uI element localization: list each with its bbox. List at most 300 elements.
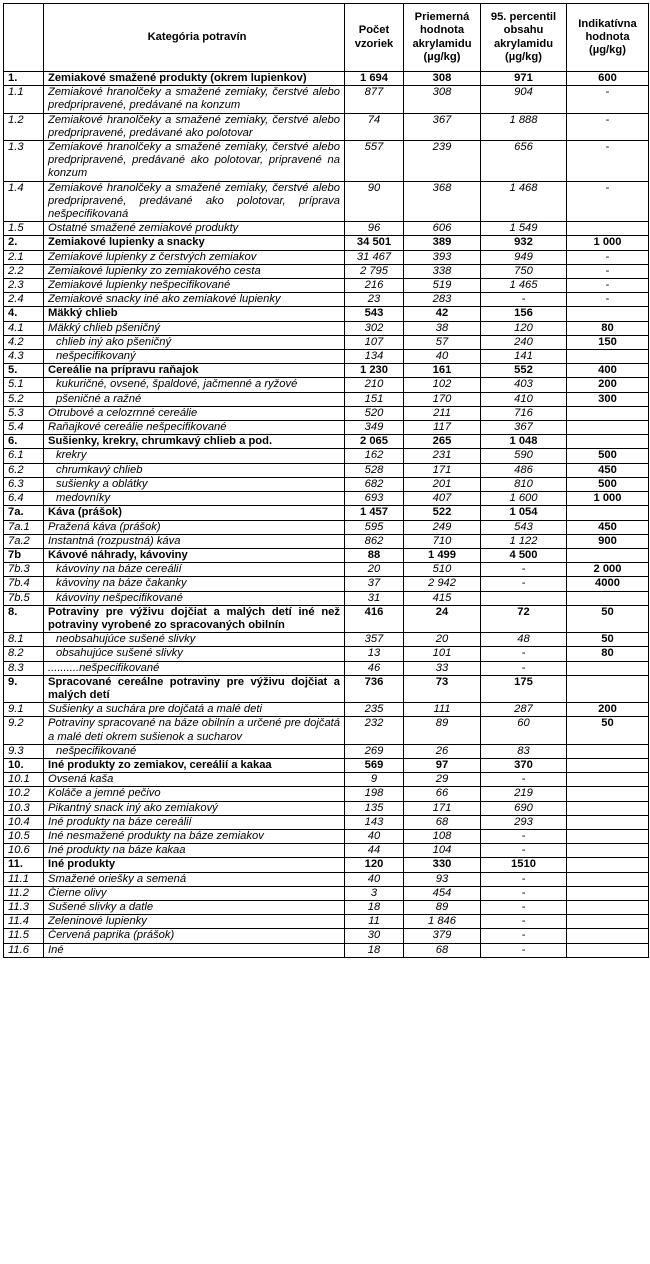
row-category: Iné produkty zo zemiakov, cereálií a kakaa	[44, 758, 345, 772]
row-sample-count: 557	[345, 141, 404, 182]
row-category: Zemiakové snacky iné ako zemiakové lupienky	[44, 293, 345, 307]
row-mean-value: 29	[404, 773, 481, 787]
row-95th-percentile: 120	[481, 321, 567, 335]
row-category: Červená paprika (prášok)	[44, 929, 345, 943]
row-category: Iné produkty	[44, 858, 345, 872]
table-row	[4, 392, 649, 406]
row-sample-count: 1 694	[345, 72, 404, 86]
row-sample-count: 198	[345, 787, 404, 801]
row-indicative-value	[567, 350, 649, 364]
row-indicative-value: 50	[567, 717, 649, 744]
row-95th-percentile: 750	[481, 264, 567, 278]
row-95th-percentile: 1 048	[481, 435, 567, 449]
table-row	[4, 886, 649, 900]
row-mean-value: 308	[404, 86, 481, 113]
row-indicative-value	[567, 844, 649, 858]
row-mean-value: 368	[404, 181, 481, 222]
row-number: 11.	[4, 858, 44, 872]
row-95th-percentile: 287	[481, 703, 567, 717]
row-mean-value: 57	[404, 335, 481, 349]
table-row	[4, 321, 649, 335]
row-category: Iné	[44, 943, 345, 957]
table-row	[4, 943, 649, 957]
row-number: 6.4	[4, 492, 44, 506]
row-indicative-value: 500	[567, 477, 649, 491]
row-number: 10.2	[4, 787, 44, 801]
table-row	[4, 264, 649, 278]
row-number: 11.1	[4, 872, 44, 886]
row-95th-percentile: 72	[481, 605, 567, 632]
row-mean-value: 249	[404, 520, 481, 534]
row-indicative-value	[567, 872, 649, 886]
header-sample-count: Počet vzoriek	[345, 4, 404, 72]
row-mean-value: 330	[404, 858, 481, 872]
row-95th-percentile: 690	[481, 801, 567, 815]
row-mean-value: 117	[404, 421, 481, 435]
table-row	[4, 661, 649, 675]
row-95th-percentile: 60	[481, 717, 567, 744]
row-category: Zemiakové hranolčeky a smažené zemiaky, čerstvé alebo predpripravené, predávané ako polotovar, pripravené na konzum	[44, 141, 345, 182]
row-sample-count: 31	[345, 591, 404, 605]
row-category: Pikantný snack iný ako zemiakový	[44, 801, 345, 815]
row-sample-count: 46	[345, 661, 404, 675]
row-sample-count: 31 467	[345, 250, 404, 264]
row-95th-percentile: 656	[481, 141, 567, 182]
row-95th-percentile: 48	[481, 633, 567, 647]
header-category: Kategória potravín	[44, 4, 345, 72]
row-mean-value: 93	[404, 872, 481, 886]
table-row	[4, 900, 649, 914]
row-sample-count: 23	[345, 293, 404, 307]
row-indicative-value	[567, 929, 649, 943]
row-number: 11.4	[4, 915, 44, 929]
row-number: 1.5	[4, 222, 44, 236]
table-row	[4, 449, 649, 463]
row-indicative-value: 1 000	[567, 492, 649, 506]
row-number: 2.3	[4, 279, 44, 293]
row-indicative-value	[567, 815, 649, 829]
row-95th-percentile: 904	[481, 86, 567, 113]
row-sample-count: 349	[345, 421, 404, 435]
row-category: Ostatné smažené zemiakové produkty	[44, 222, 345, 236]
row-95th-percentile: 410	[481, 392, 567, 406]
row-category: Spracované cereálne potraviny pre výživu dojčiat a malých detí	[44, 675, 345, 702]
row-category: kávoviny na báze cereálií	[44, 563, 345, 577]
row-category: Pražená káva (prášok)	[44, 520, 345, 534]
row-sample-count: 1 230	[345, 364, 404, 378]
row-number: 7b.5	[4, 591, 44, 605]
row-sample-count: 3	[345, 886, 404, 900]
row-category: medovníky	[44, 492, 345, 506]
row-mean-value: 89	[404, 717, 481, 744]
row-sample-count: 1 457	[345, 506, 404, 520]
row-sample-count: 120	[345, 858, 404, 872]
row-number: 2.1	[4, 250, 44, 264]
table-row	[4, 844, 649, 858]
row-category: Otrubové a celozrnné cereálie	[44, 406, 345, 420]
row-category: Kávové náhrady, kávoviny	[44, 548, 345, 562]
row-category: Potraviny pre výživu dojčiat a malých detí iné než potraviny vyrobené zo spracovaných obilnín	[44, 605, 345, 632]
row-number: 10.5	[4, 829, 44, 843]
row-sample-count: 210	[345, 378, 404, 392]
row-mean-value: 265	[404, 435, 481, 449]
row-mean-value: 66	[404, 787, 481, 801]
row-sample-count: 543	[345, 307, 404, 321]
row-number: 6.3	[4, 477, 44, 491]
row-indicative-value: 150	[567, 335, 649, 349]
row-indicative-value: 600	[567, 72, 649, 86]
row-indicative-value	[567, 787, 649, 801]
row-mean-value: 510	[404, 563, 481, 577]
row-number: 10.4	[4, 815, 44, 829]
row-sample-count: 30	[345, 929, 404, 943]
table-row	[4, 181, 649, 222]
row-mean-value: 1 846	[404, 915, 481, 929]
row-number: 5.1	[4, 378, 44, 392]
row-category: Sušienky, krekry, chrumkavý chlieb a pod.	[44, 435, 345, 449]
row-mean-value: 415	[404, 591, 481, 605]
row-95th-percentile: -	[481, 577, 567, 591]
row-category: kávoviny na báze čakanky	[44, 577, 345, 591]
row-95th-percentile	[481, 591, 567, 605]
row-indicative-value: 500	[567, 449, 649, 463]
row-indicative-value: 200	[567, 378, 649, 392]
row-category: chrumkavý chlieb	[44, 463, 345, 477]
row-indicative-value: -	[567, 181, 649, 222]
row-mean-value: 454	[404, 886, 481, 900]
row-indicative-value	[567, 858, 649, 872]
table-row	[4, 506, 649, 520]
row-indicative-value	[567, 548, 649, 562]
table-row	[4, 829, 649, 843]
table-header-row	[4, 4, 649, 72]
row-category: Zemiakové lupienky a snacky	[44, 236, 345, 250]
row-number: 7b	[4, 548, 44, 562]
table-row	[4, 364, 649, 378]
row-mean-value: 379	[404, 929, 481, 943]
row-sample-count: 736	[345, 675, 404, 702]
table-row	[4, 758, 649, 772]
row-category: sušienky a oblátky	[44, 477, 345, 491]
row-indicative-value	[567, 307, 649, 321]
row-number: 11.5	[4, 929, 44, 943]
table-row	[4, 717, 649, 744]
row-mean-value: 68	[404, 943, 481, 957]
row-indicative-value	[567, 506, 649, 520]
row-number: 2.4	[4, 293, 44, 307]
table-row	[4, 307, 649, 321]
row-95th-percentile: -	[481, 886, 567, 900]
row-category: pšeničné a ražné	[44, 392, 345, 406]
row-sample-count: 74	[345, 113, 404, 140]
row-sample-count: 862	[345, 534, 404, 548]
row-indicative-value: -	[567, 264, 649, 278]
row-category: Cereálie na prípravu raňajok	[44, 364, 345, 378]
row-category: Zemiakové smažené produkty (okrem lupienkov)	[44, 72, 345, 86]
row-indicative-value: 1 000	[567, 236, 649, 250]
row-sample-count: 2 795	[345, 264, 404, 278]
row-number: 1.2	[4, 113, 44, 140]
row-indicative-value	[567, 829, 649, 843]
table-row	[4, 477, 649, 491]
row-category: Zemiakové lupienky nešpecifikované	[44, 279, 345, 293]
row-95th-percentile: 156	[481, 307, 567, 321]
row-sample-count: 232	[345, 717, 404, 744]
row-category: Sušené slivky a datle	[44, 900, 345, 914]
table-row	[4, 703, 649, 717]
row-95th-percentile: -	[481, 900, 567, 914]
table-body	[4, 72, 649, 958]
table-row	[4, 335, 649, 349]
row-95th-percentile: 83	[481, 744, 567, 758]
table-row	[4, 421, 649, 435]
row-indicative-value: 80	[567, 321, 649, 335]
row-mean-value: 522	[404, 506, 481, 520]
row-number: 4.3	[4, 350, 44, 364]
row-mean-value: 161	[404, 364, 481, 378]
row-95th-percentile: 949	[481, 250, 567, 264]
row-number: 6.2	[4, 463, 44, 477]
row-mean-value: 171	[404, 801, 481, 815]
row-number: 5.3	[4, 406, 44, 420]
row-sample-count: 37	[345, 577, 404, 591]
row-indicative-value: 50	[567, 605, 649, 632]
table-row	[4, 492, 649, 506]
row-indicative-value: -	[567, 141, 649, 182]
row-number: 10.3	[4, 801, 44, 815]
row-indicative-value	[567, 406, 649, 420]
row-95th-percentile: 1510	[481, 858, 567, 872]
table-row	[4, 86, 649, 113]
row-category: Potraviny spracované na báze obilnín a určené pre dojčatá a malé deti okrem sušienok a sucharov	[44, 717, 345, 744]
row-mean-value: 102	[404, 378, 481, 392]
row-mean-value: 2 942	[404, 577, 481, 591]
row-sample-count: 20	[345, 563, 404, 577]
row-sample-count: 2 065	[345, 435, 404, 449]
row-category: Káva (prášok)	[44, 506, 345, 520]
row-indicative-value: 2 000	[567, 563, 649, 577]
row-mean-value: 239	[404, 141, 481, 182]
table-row	[4, 72, 649, 86]
row-mean-value: 26	[404, 744, 481, 758]
row-sample-count: 151	[345, 392, 404, 406]
row-number: 4.	[4, 307, 44, 321]
row-mean-value: 170	[404, 392, 481, 406]
row-sample-count: 34 501	[345, 236, 404, 250]
table-row	[4, 236, 649, 250]
row-category: Mäkký chlieb	[44, 307, 345, 321]
row-number: 10.1	[4, 773, 44, 787]
row-95th-percentile: 1 888	[481, 113, 567, 140]
row-number: 7a.2	[4, 534, 44, 548]
row-mean-value: 38	[404, 321, 481, 335]
row-indicative-value: -	[567, 279, 649, 293]
table-row	[4, 605, 649, 632]
row-category: Ovsená kaša	[44, 773, 345, 787]
row-sample-count: 595	[345, 520, 404, 534]
row-number: 10.6	[4, 844, 44, 858]
row-indicative-value: 80	[567, 647, 649, 661]
row-mean-value: 283	[404, 293, 481, 307]
row-95th-percentile: 219	[481, 787, 567, 801]
row-sample-count: 11	[345, 915, 404, 929]
row-mean-value: 1 499	[404, 548, 481, 562]
row-mean-value: 111	[404, 703, 481, 717]
row-mean-value: 389	[404, 236, 481, 250]
row-sample-count: 18	[345, 943, 404, 957]
row-sample-count: 44	[345, 844, 404, 858]
row-category: Zemiakové hranolčeky a smažené zemiaky, čerstvé alebo predpripravené, predávané na konzum	[44, 86, 345, 113]
row-sample-count: 569	[345, 758, 404, 772]
row-indicative-value: -	[567, 113, 649, 140]
row-mean-value: 20	[404, 633, 481, 647]
row-number: 8.2	[4, 647, 44, 661]
row-mean-value: 73	[404, 675, 481, 702]
row-indicative-value: -	[567, 293, 649, 307]
header-number	[4, 4, 44, 72]
row-95th-percentile: 367	[481, 421, 567, 435]
row-sample-count: 302	[345, 321, 404, 335]
row-number: 11.2	[4, 886, 44, 900]
header-mean-value: Priemerná hodnota akrylamidu (µg/kg)	[404, 4, 481, 72]
row-mean-value: 231	[404, 449, 481, 463]
row-category: Iné produkty na báze cereálií	[44, 815, 345, 829]
row-sample-count: 877	[345, 86, 404, 113]
row-95th-percentile: 810	[481, 477, 567, 491]
row-95th-percentile: -	[481, 929, 567, 943]
row-category: ..........nešpecifikované	[44, 661, 345, 675]
row-95th-percentile: 4 500	[481, 548, 567, 562]
row-95th-percentile: -	[481, 872, 567, 886]
row-sample-count: 693	[345, 492, 404, 506]
row-indicative-value: 400	[567, 364, 649, 378]
row-category: Zemiakové lupienky zo zemiakového cesta	[44, 264, 345, 278]
table-row	[4, 534, 649, 548]
row-mean-value: 24	[404, 605, 481, 632]
row-indicative-value: -	[567, 86, 649, 113]
row-mean-value: 33	[404, 661, 481, 675]
row-category: Smažené oriešky a semená	[44, 872, 345, 886]
row-category: nešpecifikovaný	[44, 350, 345, 364]
row-indicative-value	[567, 591, 649, 605]
header-95th-percentile: 95. percentil obsahu akrylamidu (µg/kg)	[481, 4, 567, 72]
row-mean-value: 101	[404, 647, 481, 661]
row-indicative-value: 50	[567, 633, 649, 647]
row-category: Iné nesmažené produkty na báze zemiakov	[44, 829, 345, 843]
row-indicative-value	[567, 886, 649, 900]
table-row	[4, 858, 649, 872]
row-indicative-value: 450	[567, 463, 649, 477]
row-indicative-value	[567, 661, 649, 675]
row-indicative-value: 300	[567, 392, 649, 406]
table-row	[4, 279, 649, 293]
row-number: 7a.	[4, 506, 44, 520]
row-95th-percentile: 932	[481, 236, 567, 250]
row-number: 10.	[4, 758, 44, 772]
row-sample-count: 528	[345, 463, 404, 477]
row-indicative-value	[567, 801, 649, 815]
row-category: Čierne olivy	[44, 886, 345, 900]
row-mean-value: 108	[404, 829, 481, 843]
row-mean-value: 393	[404, 250, 481, 264]
row-95th-percentile: 1 549	[481, 222, 567, 236]
table-row	[4, 222, 649, 236]
row-mean-value: 104	[404, 844, 481, 858]
row-category: nešpecifikované	[44, 744, 345, 758]
row-number: 6.	[4, 435, 44, 449]
row-mean-value: 606	[404, 222, 481, 236]
table-row	[4, 591, 649, 605]
row-95th-percentile: -	[481, 943, 567, 957]
row-sample-count: 107	[345, 335, 404, 349]
table-row	[4, 250, 649, 264]
row-indicative-value	[567, 421, 649, 435]
row-95th-percentile: 716	[481, 406, 567, 420]
table-row	[4, 773, 649, 787]
table-row	[4, 406, 649, 420]
acrylamide-table	[3, 3, 649, 958]
row-number: 8.1	[4, 633, 44, 647]
row-mean-value: 407	[404, 492, 481, 506]
row-95th-percentile: 370	[481, 758, 567, 772]
row-mean-value: 367	[404, 113, 481, 140]
row-category: Iné produkty na báze kakaa	[44, 844, 345, 858]
row-95th-percentile: -	[481, 647, 567, 661]
row-indicative-value	[567, 222, 649, 236]
row-number: 9.2	[4, 717, 44, 744]
row-number: 5.	[4, 364, 44, 378]
row-indicative-value	[567, 773, 649, 787]
row-number: 9.	[4, 675, 44, 702]
row-sample-count: 40	[345, 872, 404, 886]
row-mean-value: 710	[404, 534, 481, 548]
row-indicative-value: 450	[567, 520, 649, 534]
row-mean-value: 89	[404, 900, 481, 914]
row-indicative-value	[567, 675, 649, 702]
row-category: chlieb iný ako pšeničný	[44, 335, 345, 349]
table-row	[4, 915, 649, 929]
row-category: Raňajkové cereálie nešpecifikované	[44, 421, 345, 435]
row-category: Zemiakové hranolčeky a smažené zemiaky, čerstvé alebo predpripravené, predávané ako polotovar, príprava nešpecifikovaná	[44, 181, 345, 222]
row-indicative-value	[567, 758, 649, 772]
row-95th-percentile: 1 122	[481, 534, 567, 548]
row-95th-percentile: -	[481, 844, 567, 858]
table-row	[4, 633, 649, 647]
row-mean-value: 338	[404, 264, 481, 278]
table-row	[4, 577, 649, 591]
row-95th-percentile: 175	[481, 675, 567, 702]
row-95th-percentile: 971	[481, 72, 567, 86]
row-sample-count: 357	[345, 633, 404, 647]
row-95th-percentile: 552	[481, 364, 567, 378]
row-number: 8.3	[4, 661, 44, 675]
row-category: neobsahujúce sušené slivky	[44, 633, 345, 647]
row-number: 7a.1	[4, 520, 44, 534]
row-number: 6.1	[4, 449, 44, 463]
row-sample-count: 269	[345, 744, 404, 758]
row-sample-count: 682	[345, 477, 404, 491]
row-number: 2.	[4, 236, 44, 250]
row-sample-count: 143	[345, 815, 404, 829]
table-row	[4, 350, 649, 364]
row-95th-percentile: 141	[481, 350, 567, 364]
row-category: Zeleninové lupienky	[44, 915, 345, 929]
table-row	[4, 378, 649, 392]
table-row	[4, 787, 649, 801]
row-category: Mäkký chlieb pšeničný	[44, 321, 345, 335]
header-indicative-value: Indikatívna hodnota (µg/kg)	[567, 4, 649, 72]
table-row	[4, 647, 649, 661]
